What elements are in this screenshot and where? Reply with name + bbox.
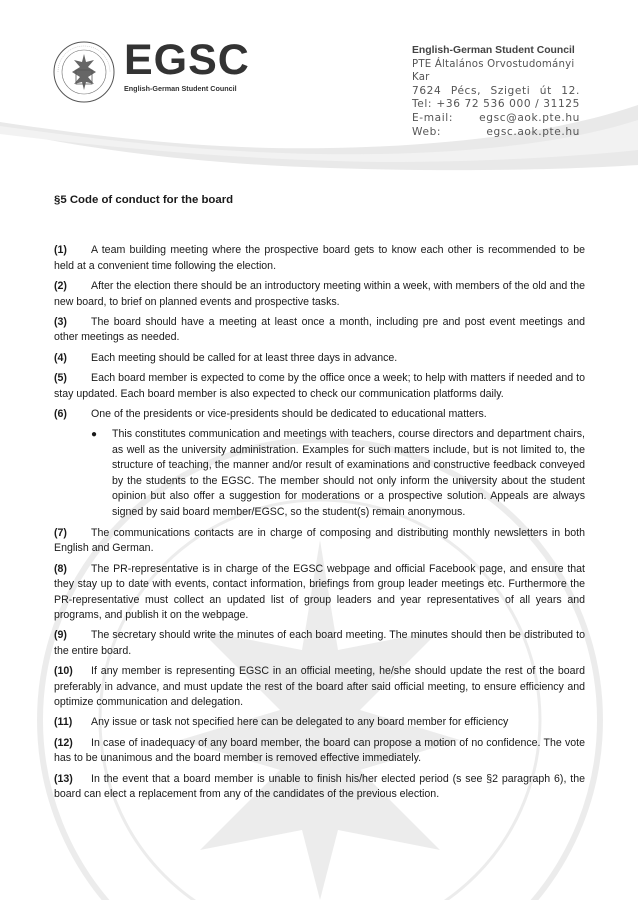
phone-value: +36 72 536 000 / 31125 [436,98,580,111]
paragraph-text: Each board member is expected to come by the office once a week; to help with matters if needed and to stay updated. Each board member is also expected to check our communication platforms daily. [54,372,585,400]
paragraph-text: If any member is representing EGSC in an official meeting, he/she should update the rest of the board preferably in advance, and must update the rest of the board after said official meeting, to ensure efficiency and optimize communication and delegation. [54,665,585,708]
paragraph-text: The PR-representative is in charge of the EGSC webpage and official Facebook page, and ensure that they stay up to date with events, contact information, briefings from group leader meetings etc. Furthermore the PR-representative must collect an updated list of group leaders and year representatives of all years and programs, and publish it on the webpage. [54,562,585,621]
bullet-list [54,427,585,519]
paragraph-number: (4) [54,351,67,364]
address-part: 12. [561,84,580,97]
paragraph-number: (11) [54,716,73,729]
paragraph-number: (7) [54,526,67,539]
paragraph-text: Any issue or task not specified here can be delegated to any board member for efficiency [91,716,509,729]
address-part: 7624 [412,84,442,97]
paragraph-number: (12) [54,736,73,749]
phone-line [412,98,580,112]
paragraph-text: The communications contacts are in charge of composing and distributing monthly newsletters in both English and German. [54,526,585,555]
paragraph-number: (10) [54,665,73,678]
paragraph [54,715,585,730]
document-body [54,190,585,807]
paragraph-number: (6) [54,408,67,421]
paragraph [54,407,585,422]
logo-subtitle: English-German Student Council [124,84,237,93]
paragraph-text: After the election there should be an introductory meeting within a week, with members of the old and the new board, to brief on planned events and prospective tasks. [54,280,585,308]
organization-name: English-German Student Council [412,45,575,56]
brand-block [124,38,250,93]
paragraph [54,664,585,710]
paragraph-text: A team building meeting where the prospective board gets to know each other is recommended to be held at a convenient time following the election. [54,244,585,272]
list-item [54,427,585,519]
paragraph [54,315,585,346]
paragraph-number: (9) [54,629,67,642]
web-value: egsc.aok.pte.hu [486,125,580,138]
faculty-name: PTE Általános Orvostudományi Kar [412,58,575,84]
paragraph [54,351,585,366]
paragraph-text: One of the presidents or vice-presidents should be dedicated to educational matters. [91,408,487,421]
email-line [412,112,580,126]
address-part: út [539,84,552,97]
paragraph-number: (2) [54,280,67,293]
paragraph [54,772,585,803]
web-line [412,126,580,140]
paragraph-text: The secretary should write the minutes of each board meeting. The minutes should then be distributed to the entire board. [54,629,585,657]
university-seal-icon [52,40,116,104]
email-value: egsc@aok.pte.hu [479,111,580,124]
paragraph-number: (8) [54,562,67,575]
paragraph [54,562,585,624]
address-part: Szigeti [490,84,531,97]
paragraph-number: (13) [54,772,73,785]
contact-block [412,44,580,139]
address-line [412,85,580,99]
email-label: E-mail: [412,111,453,124]
paragraph-number: (3) [54,316,67,329]
paragraph [54,243,585,274]
paragraph-text: Each meeting should be called for at least three days in advance. [91,351,398,364]
paragraph-number: (5) [54,372,67,385]
paragraph [54,279,585,310]
paragraph [54,628,585,659]
paragraph-number: (1) [54,244,67,257]
paragraph [54,736,585,767]
paragraph [54,371,585,402]
paragraph [54,526,585,557]
logo-text: EGSC [124,36,250,84]
paragraph-text: In the event that a board member is unable to finish his/her elected period (s see §2 paragraph 6), the board can elect a replacement from any of the candidates of the previous election. [54,772,585,800]
paragraph-text: In case of inadequacy of any board member, the board can propose a motion of no confidence. The vote has to be unanimous and the board member is removed effective immediately. [54,736,585,765]
list-item-text: This constitutes communication and meetings with teachers, course directors and department chairs, as well as the university administration. Examples for such matters include, but is not limited to, the structure of teaching, the manner and/or result of examinations and constructive feedback conveyed by the students to the EGSC. The member should not only inform the university about the student opinion but also offer a suggestion for moderations or a prospective solution. Appeals are always signed by said board member/EGSC, so the student(s) remain anonymous. [112,428,585,518]
address-part: Pécs, [450,84,482,97]
web-label: Web: [412,125,442,138]
bullet-icon: ● [91,429,98,441]
section-title: §5 Code of conduct for the board [54,194,234,206]
phone-label: Tel: [412,98,433,111]
paragraph-text: The board should have a meeting at least once a month, including pre and post event meetings and other meetings as needed. [54,316,585,344]
